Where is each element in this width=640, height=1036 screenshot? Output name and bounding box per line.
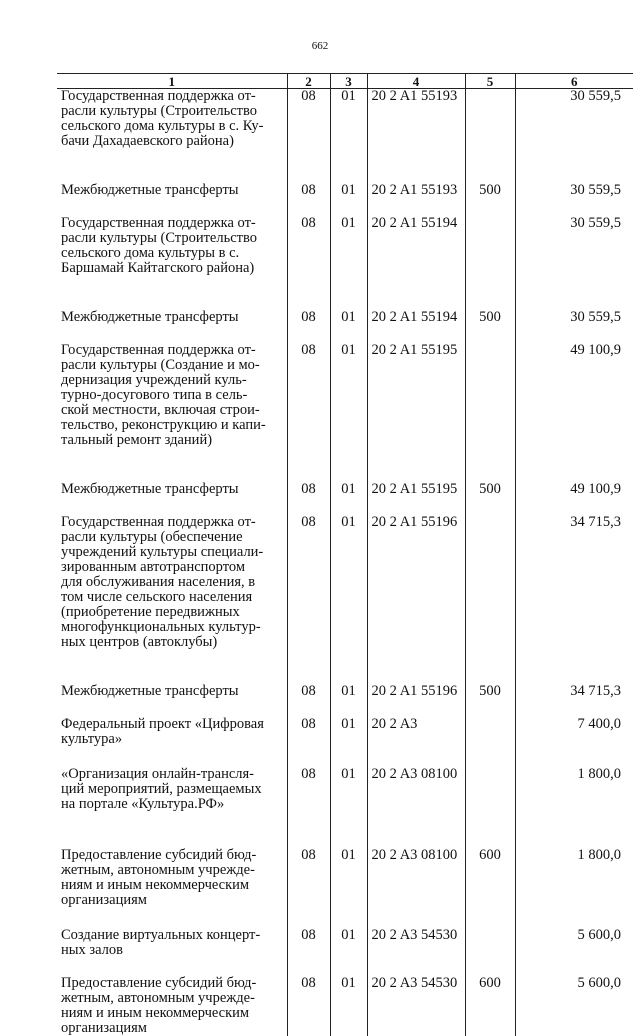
table-row (57, 684, 633, 717)
row-amount: 49 100,9 (515, 482, 633, 515)
row-expense-type: 600 (465, 976, 515, 1036)
row-subsection: 01 (330, 482, 367, 515)
row-name: «Организация онлайн-трансля- ций мероприятий, размещаемых на портале «Культура.РФ» (61, 766, 262, 812)
table-row (57, 216, 633, 310)
row-amount: 49 100,9 (515, 343, 633, 482)
row-name: Государственная поддержка от- расли культуры (Создание и мо- дернизация учреждений куль- турно-досугового типа в сель- ской местности, включая строи- тельство, реконструкцию и капи- тальный ремонт зданий) (61, 342, 266, 448)
row-target-code: 20 2 A1 55195 (367, 343, 465, 482)
row-subsection: 01 (330, 183, 367, 216)
row-target-code: 20 2 A1 55196 (367, 684, 465, 717)
row-target-code: 20 2 A1 55193 (367, 89, 465, 184)
row-expense-type: 500 (465, 684, 515, 717)
row-section: 08 (287, 183, 330, 216)
table-row (57, 89, 633, 184)
row-subsection: 01 (330, 848, 367, 928)
row-name: Предоставление субсидий бюд- жетным, автономным учрежде- ниям и иным некоммерческим организациям (61, 847, 257, 908)
row-target-code: 20 2 A3 54530 (367, 976, 465, 1036)
row-target-code: 20 2 A1 55196 (367, 515, 465, 684)
table-row (57, 976, 633, 1036)
row-section: 08 (287, 343, 330, 482)
row-subsection: 01 (330, 976, 367, 1036)
row-amount: 30 559,5 (515, 216, 633, 310)
row-expense-type: 500 (465, 183, 515, 216)
row-name: Межбюджетные трансферты (61, 182, 239, 198)
row-subsection: 01 (330, 928, 367, 976)
row-expense-type (465, 343, 515, 482)
row-expense-type: 600 (465, 848, 515, 928)
row-name: Государственная поддержка от- расли культуры (обеспечение учреждений культуры специали- зированным автотранспортом для обслуживания населения, в том числе сельского населения (приобретение передвижных многофункциональных культур- ных центров (автоклубы) (61, 514, 264, 650)
table-row (57, 310, 633, 343)
row-subsection: 01 (330, 343, 367, 482)
table-row (57, 482, 633, 515)
row-subsection: 01 (330, 310, 367, 343)
row-name: Межбюджетные трансферты (61, 309, 239, 325)
row-section: 08 (287, 767, 330, 848)
row-subsection: 01 (330, 767, 367, 848)
table-row (57, 928, 633, 976)
table-header-row (57, 74, 633, 89)
row-subsection: 01 (330, 89, 367, 184)
row-section: 08 (287, 482, 330, 515)
row-section: 08 (287, 684, 330, 717)
table-row (57, 515, 633, 684)
row-target-code: 20 2 A3 (367, 717, 465, 767)
column-header: 3 (330, 74, 367, 89)
row-name: Предоставление субсидий бюд- жетным, автономным учрежде- ниям и иным некоммерческим организациям (61, 975, 257, 1036)
row-name: Межбюджетные трансферты (61, 683, 239, 699)
row-amount: 30 559,5 (515, 183, 633, 216)
row-section: 08 (287, 216, 330, 310)
row-target-code: 20 2 A3 08100 (367, 767, 465, 848)
column-header: 5 (465, 74, 515, 89)
table-row (57, 767, 633, 848)
column-header: 4 (367, 74, 465, 89)
row-target-code: 20 2 A1 55195 (367, 482, 465, 515)
row-target-code: 20 2 A3 54530 (367, 928, 465, 976)
budget-table (57, 73, 633, 1036)
row-target-code: 20 2 A1 55193 (367, 183, 465, 216)
row-section: 08 (287, 928, 330, 976)
row-expense-type: 500 (465, 310, 515, 343)
row-section: 08 (287, 848, 330, 928)
row-target-code: 20 2 A1 55194 (367, 310, 465, 343)
row-amount: 34 715,3 (515, 515, 633, 684)
page-number: 662 (311, 40, 329, 52)
row-subsection: 01 (330, 717, 367, 767)
row-amount: 1 800,0 (515, 848, 633, 928)
row-subsection: 01 (330, 684, 367, 717)
row-amount: 5 600,0 (515, 976, 633, 1036)
table-row (57, 848, 633, 928)
row-expense-type (465, 717, 515, 767)
row-section: 08 (287, 515, 330, 684)
table-row (57, 343, 633, 482)
row-amount: 7 400,0 (515, 717, 633, 767)
table-row (57, 183, 633, 216)
row-expense-type (465, 89, 515, 184)
row-amount: 1 800,0 (515, 767, 633, 848)
row-amount: 30 559,5 (515, 89, 633, 184)
row-amount: 34 715,3 (515, 684, 633, 717)
row-section: 08 (287, 976, 330, 1036)
row-name: Межбюджетные трансферты (61, 481, 239, 497)
column-header: 2 (287, 74, 330, 89)
row-subsection: 01 (330, 216, 367, 310)
row-name: Государственная поддержка от- расли культуры (Строительство сельского дома культуры в с. Ку- бачи Дахадаевского района) (61, 88, 264, 149)
row-expense-type (465, 515, 515, 684)
row-expense-type: 500 (465, 482, 515, 515)
row-amount: 5 600,0 (515, 928, 633, 976)
row-section: 08 (287, 310, 330, 343)
column-header: 6 (515, 74, 633, 89)
row-expense-type (465, 767, 515, 848)
row-name: Федеральный проект «Цифровая культура» (61, 716, 264, 747)
row-target-code: 20 2 A3 08100 (367, 848, 465, 928)
row-target-code: 20 2 A1 55194 (367, 216, 465, 310)
row-name: Государственная поддержка от- расли культуры (Строительство сельского дома культуры в с. Баршамай Кайтагского района) (61, 215, 257, 276)
row-subsection: 01 (330, 515, 367, 684)
table-row (57, 717, 633, 767)
row-expense-type (465, 216, 515, 310)
row-name: Создание виртуальных концерт- ных залов (61, 927, 261, 958)
column-header: 1 (57, 74, 287, 89)
row-section: 08 (287, 717, 330, 767)
row-amount: 30 559,5 (515, 310, 633, 343)
row-section: 08 (287, 89, 330, 184)
row-expense-type (465, 928, 515, 976)
